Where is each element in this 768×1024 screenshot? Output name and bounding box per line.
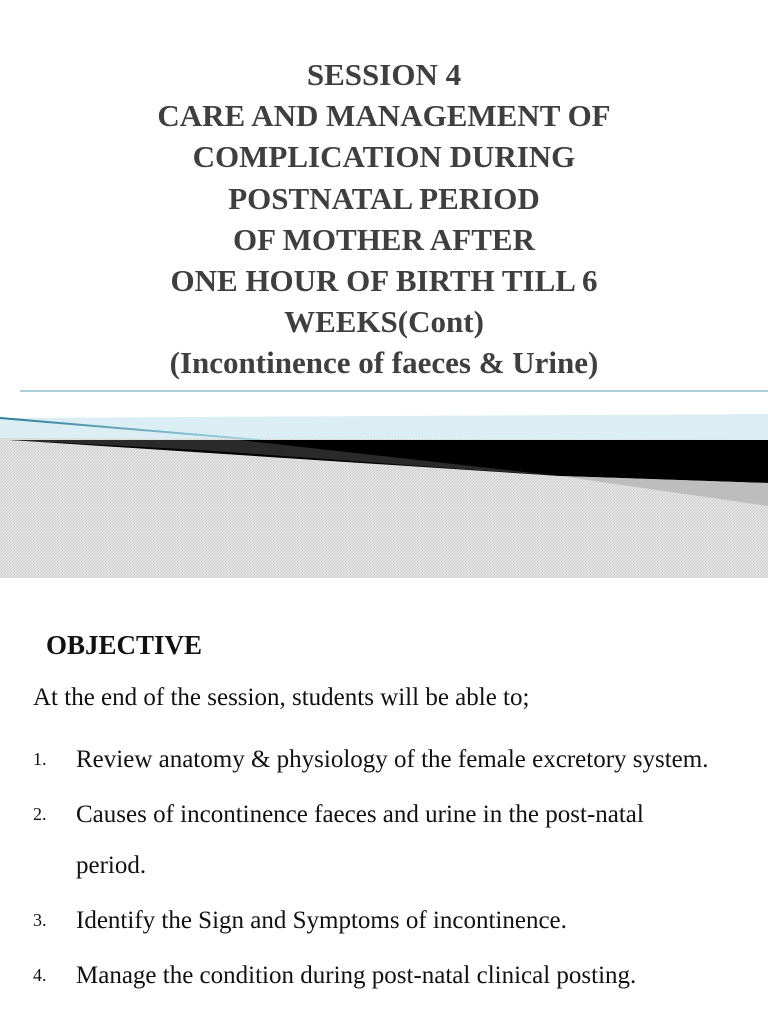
title-line: CARE AND MANAGEMENT OF bbox=[157, 98, 611, 134]
list-item bbox=[0, 789, 768, 891]
title-line: COMPLICATION DURING bbox=[192, 139, 576, 175]
list-number: 1. bbox=[33, 749, 47, 769]
intro-text: At the end of the session, students will be able to; bbox=[33, 684, 530, 711]
list-item-text: Identify the Sign and Symptoms of incontinence. bbox=[76, 907, 567, 934]
list-item-text: Review anatomy & physiology of the female excretory system. bbox=[76, 746, 709, 773]
objective-heading: OBJECTIVE bbox=[46, 630, 203, 660]
title-line: ONE HOUR OF BIRTH TILL 6 bbox=[170, 263, 598, 299]
objective-slide bbox=[0, 578, 768, 1024]
decorative-band bbox=[0, 388, 768, 578]
objective-list bbox=[0, 734, 768, 1005]
list-item bbox=[0, 895, 768, 946]
title-line: WEEKS(Cont) bbox=[284, 304, 484, 340]
list-item-text: Causes of incontinence faeces and urine in the post-natal period. bbox=[76, 801, 644, 879]
list-item-text: Manage the condition during post-natal clinical posting. bbox=[76, 962, 637, 989]
list-item bbox=[0, 734, 768, 785]
list-number: 3. bbox=[33, 910, 47, 930]
list-number: 2. bbox=[33, 804, 47, 824]
title-line: SESSION 4 bbox=[306, 57, 462, 92]
list-item bbox=[0, 950, 768, 1001]
title-line: OF MOTHER AFTER bbox=[233, 221, 535, 257]
title-line: (Incontinence of faeces & Urine) bbox=[169, 345, 599, 381]
list-number: 4. bbox=[33, 965, 47, 985]
title-line: POSTNATAL PERIOD bbox=[228, 180, 540, 216]
slide-title bbox=[0, 54, 768, 384]
